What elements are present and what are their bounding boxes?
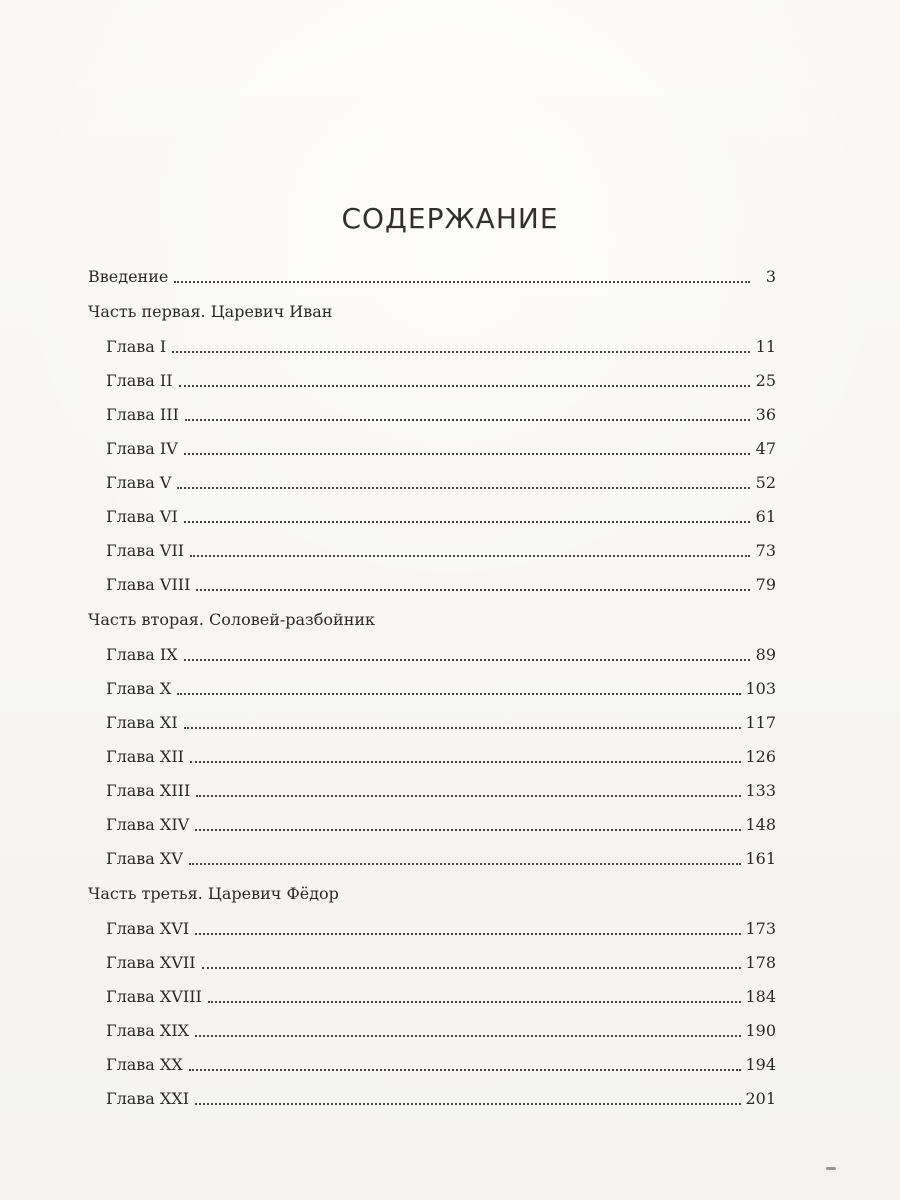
leader-dots bbox=[189, 1069, 742, 1071]
toc-entry-label: Глава VIII bbox=[106, 575, 191, 595]
toc-entry bbox=[88, 260, 776, 294]
toc-entry-page: 25 bbox=[755, 371, 776, 391]
toc-entry-page: 148 bbox=[745, 815, 776, 835]
toc-entry-page: 201 bbox=[745, 1089, 776, 1109]
toc-entry-page: 190 bbox=[745, 1021, 776, 1041]
toc-entry bbox=[88, 774, 776, 808]
toc-entry-label: Глава XX bbox=[106, 1055, 183, 1075]
toc-entry bbox=[88, 1048, 776, 1082]
toc-entry bbox=[88, 398, 776, 432]
leader-dots bbox=[174, 281, 750, 283]
toc-entry-page: 173 bbox=[745, 919, 776, 939]
table-of-contents bbox=[88, 260, 776, 1116]
toc-entry-label: Глава I bbox=[106, 337, 167, 357]
toc-entry-page: 178 bbox=[745, 953, 776, 973]
toc-entry-label: Глава VII bbox=[106, 541, 185, 561]
toc-entry-page: 73 bbox=[755, 541, 776, 561]
leader-dots bbox=[190, 761, 741, 763]
toc-entry-label: Глава IV bbox=[106, 439, 178, 459]
leader-dots bbox=[196, 795, 741, 797]
toc-entry-page: 133 bbox=[745, 781, 776, 801]
toc-entry-label: Глава XVIII bbox=[106, 987, 202, 1007]
toc-entry bbox=[88, 672, 776, 706]
leader-dots bbox=[184, 727, 742, 729]
leader-dots bbox=[196, 589, 750, 591]
toc-entry-label: Глава XVI bbox=[106, 919, 190, 939]
toc-entry bbox=[88, 912, 776, 946]
leader-dots bbox=[184, 659, 750, 661]
leader-dots bbox=[179, 385, 750, 387]
toc-entry bbox=[88, 638, 776, 672]
toc-entry bbox=[88, 946, 776, 980]
leader-dots bbox=[177, 693, 741, 695]
toc-entry bbox=[88, 1082, 776, 1116]
toc-entry-label: Глава XIX bbox=[106, 1021, 190, 1041]
toc-entry-label: Глава IX bbox=[106, 645, 178, 665]
toc-entry-page: 161 bbox=[745, 849, 776, 869]
leader-dots bbox=[202, 967, 742, 969]
toc-entry bbox=[88, 706, 776, 740]
corner-mark bbox=[826, 1167, 836, 1170]
leader-dots bbox=[184, 453, 750, 455]
toc-entry-page: 52 bbox=[755, 473, 776, 493]
toc-entry-page: 36 bbox=[755, 405, 776, 425]
leader-dots bbox=[185, 419, 750, 421]
toc-entry-page: 89 bbox=[755, 645, 776, 665]
toc-entry-label: Введение bbox=[88, 267, 169, 287]
toc-entry bbox=[88, 842, 776, 876]
toc-entry-page: 117 bbox=[745, 713, 776, 733]
leader-dots bbox=[208, 1001, 742, 1003]
toc-entry-label: Глава XV bbox=[106, 849, 183, 869]
toc-entry bbox=[88, 740, 776, 774]
toc-entry-label: Глава XIII bbox=[106, 781, 191, 801]
toc-entry bbox=[88, 466, 776, 500]
leader-dots bbox=[195, 829, 741, 831]
toc-entry-label: Часть вторая. Соловей-разбойник bbox=[88, 610, 376, 630]
toc-entry-label: Глава XII bbox=[106, 747, 184, 767]
toc-entry-label: Глава V bbox=[106, 473, 172, 493]
toc-entry-page: 194 bbox=[745, 1055, 776, 1075]
toc-entry bbox=[88, 364, 776, 398]
toc-entry bbox=[88, 432, 776, 466]
toc-entry-label: Часть третья. Царевич Фёдор bbox=[88, 884, 339, 904]
toc-entry-label: Часть первая. Царевич Иван bbox=[88, 302, 333, 322]
toc-entry-page: 184 bbox=[745, 987, 776, 1007]
leader-dots bbox=[195, 1035, 741, 1037]
leader-dots bbox=[177, 487, 750, 489]
toc-entry-page: 47 bbox=[755, 439, 776, 459]
leader-dots bbox=[172, 351, 750, 353]
toc-entry-page: 103 bbox=[745, 679, 776, 699]
toc-section bbox=[88, 294, 776, 330]
toc-entry-label: Глава II bbox=[106, 371, 173, 391]
toc-entry bbox=[88, 500, 776, 534]
toc-entry-label: Глава XVII bbox=[106, 953, 196, 973]
leader-dots bbox=[184, 521, 750, 523]
toc-entry-label: Глава III bbox=[106, 405, 179, 425]
leader-dots bbox=[190, 555, 750, 557]
toc-entry bbox=[88, 568, 776, 602]
toc-entry-page: 126 bbox=[745, 747, 776, 767]
toc-entry-label: Глава X bbox=[106, 679, 172, 699]
leader-dots bbox=[195, 933, 741, 935]
toc-entry bbox=[88, 980, 776, 1014]
toc-entry bbox=[88, 534, 776, 568]
toc-entry-page: 79 bbox=[755, 575, 776, 595]
toc-entry bbox=[88, 330, 776, 364]
page-title: СОДЕРЖАНИЕ bbox=[341, 202, 559, 235]
toc-entry-page: 11 bbox=[755, 337, 776, 357]
leader-dots bbox=[195, 1103, 741, 1105]
toc-entry-label: Глава XI bbox=[106, 713, 178, 733]
toc-entry bbox=[88, 1014, 776, 1048]
toc-entry-page: 3 bbox=[765, 267, 776, 287]
toc-entry-label: Глава XXI bbox=[106, 1089, 190, 1109]
toc-section bbox=[88, 876, 776, 912]
toc-section bbox=[88, 602, 776, 638]
toc-entry-page: 61 bbox=[755, 507, 776, 527]
leader-dots bbox=[189, 863, 742, 865]
toc-entry-label: Глава XIV bbox=[106, 815, 190, 835]
toc-entry bbox=[88, 808, 776, 842]
toc-entry-label: Глава VI bbox=[106, 507, 178, 527]
